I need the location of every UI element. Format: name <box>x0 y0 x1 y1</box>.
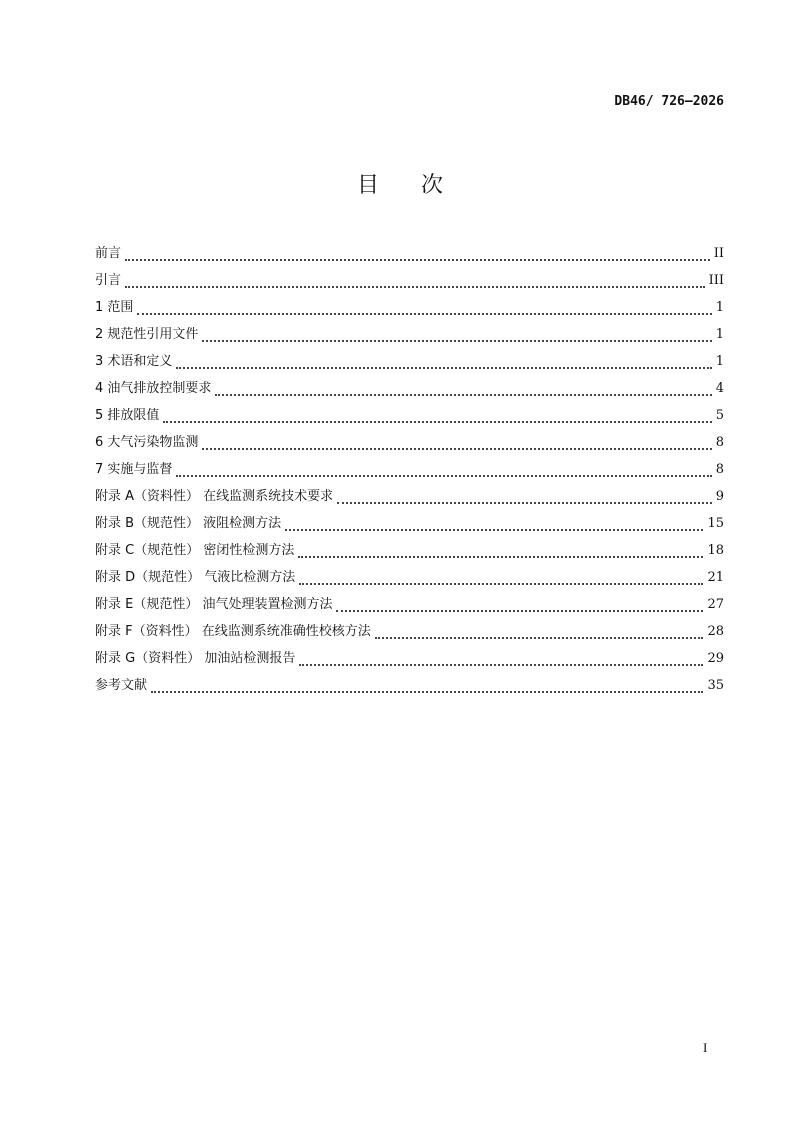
toc-entry[interactable] <box>95 323 724 350</box>
toc-entry-page: 28 <box>707 624 724 639</box>
dot-leader <box>125 259 710 261</box>
toc-entry-page: 5 <box>715 408 724 423</box>
toc-entry-label: 2 规范性引用文件 <box>95 327 199 342</box>
toc-entry-page: 8 <box>715 435 724 450</box>
toc-entry-page: 18 <box>707 543 724 558</box>
toc-entry-label: 7 实施与监督 <box>95 462 173 477</box>
toc-entry-label: 附录 G（资料性） 加油站检测报告 <box>95 651 296 666</box>
title-char: 次 <box>421 173 486 198</box>
table-of-contents <box>95 242 724 701</box>
page-title <box>0 168 800 199</box>
toc-entry[interactable] <box>95 296 724 323</box>
dot-leader <box>176 367 711 369</box>
dot-leader <box>299 583 703 585</box>
page-number: I <box>703 1040 708 1055</box>
toc-entry-page: 29 <box>707 651 724 666</box>
toc-entry[interactable] <box>95 242 724 269</box>
toc-entry-label: 3 术语和定义 <box>95 354 173 369</box>
dot-leader <box>202 448 711 450</box>
toc-entry[interactable] <box>95 350 724 377</box>
toc-entry-page: 8 <box>715 462 724 477</box>
toc-entry-label: 附录 E（规范性） 油气处理装置检测方法 <box>95 597 333 612</box>
toc-entry-page: 21 <box>707 570 724 585</box>
toc-entry-page: 4 <box>715 381 724 396</box>
toc-entry[interactable] <box>95 377 724 404</box>
toc-entry-label: 附录 F（资料性） 在线监测系统准确性校核方法 <box>95 624 371 639</box>
dot-leader <box>176 475 711 477</box>
document-number: DB46/ 726—2026 <box>614 94 724 109</box>
dot-leader <box>298 556 703 558</box>
toc-entry[interactable] <box>95 539 724 566</box>
toc-entry-label: 1 范围 <box>95 300 134 315</box>
dot-leader <box>299 664 703 666</box>
toc-entry-label: 附录 B（规范性） 液阻检测方法 <box>95 516 282 531</box>
toc-entry-page: 27 <box>707 597 724 612</box>
toc-entry[interactable] <box>95 674 724 701</box>
toc-entry-label: 前言 <box>95 246 122 261</box>
toc-entry-page: 1 <box>715 354 724 369</box>
dot-leader <box>337 502 712 504</box>
toc-entry-label: 参考文献 <box>95 678 148 693</box>
toc-entry-page: III <box>708 273 724 288</box>
dot-leader <box>285 529 703 531</box>
dot-leader <box>137 313 711 315</box>
toc-entry-page: 1 <box>715 327 724 342</box>
toc-entry-page: 15 <box>707 516 724 531</box>
toc-entry[interactable] <box>95 512 724 539</box>
toc-entry-label: 附录 C（规范性） 密闭性检测方法 <box>95 543 295 558</box>
dot-leader <box>215 394 711 396</box>
toc-entry-page: 1 <box>715 300 724 315</box>
toc-entry[interactable] <box>95 485 724 512</box>
toc-entry-label: 附录 D（规范性） 气液比检测方法 <box>95 570 296 585</box>
toc-entry[interactable] <box>95 647 724 674</box>
toc-entry-label: 附录 A（资料性） 在线监测系统技术要求 <box>95 489 334 504</box>
dot-leader <box>163 421 711 423</box>
toc-entry-label: 4 油气排放控制要求 <box>95 381 212 396</box>
toc-entry-label: 5 排放限值 <box>95 408 160 423</box>
toc-entry-label: 6 大气污染物监测 <box>95 435 199 450</box>
toc-entry-page: 35 <box>707 678 724 693</box>
toc-entry[interactable] <box>95 404 724 431</box>
toc-entry[interactable] <box>95 620 724 647</box>
toc-entry-label: 引言 <box>95 273 122 288</box>
dot-leader <box>202 340 711 342</box>
toc-entry[interactable] <box>95 269 724 296</box>
dot-leader <box>125 286 705 288</box>
toc-entry-page: II <box>713 246 724 261</box>
dot-leader <box>336 610 703 612</box>
dot-leader <box>151 691 703 693</box>
dot-leader <box>375 637 704 639</box>
toc-entry[interactable] <box>95 566 724 593</box>
toc-entry-page: 9 <box>715 489 724 504</box>
toc-entry[interactable] <box>95 431 724 458</box>
toc-entry[interactable] <box>95 593 724 620</box>
title-char: 目 <box>356 173 421 198</box>
toc-entry[interactable] <box>95 458 724 485</box>
